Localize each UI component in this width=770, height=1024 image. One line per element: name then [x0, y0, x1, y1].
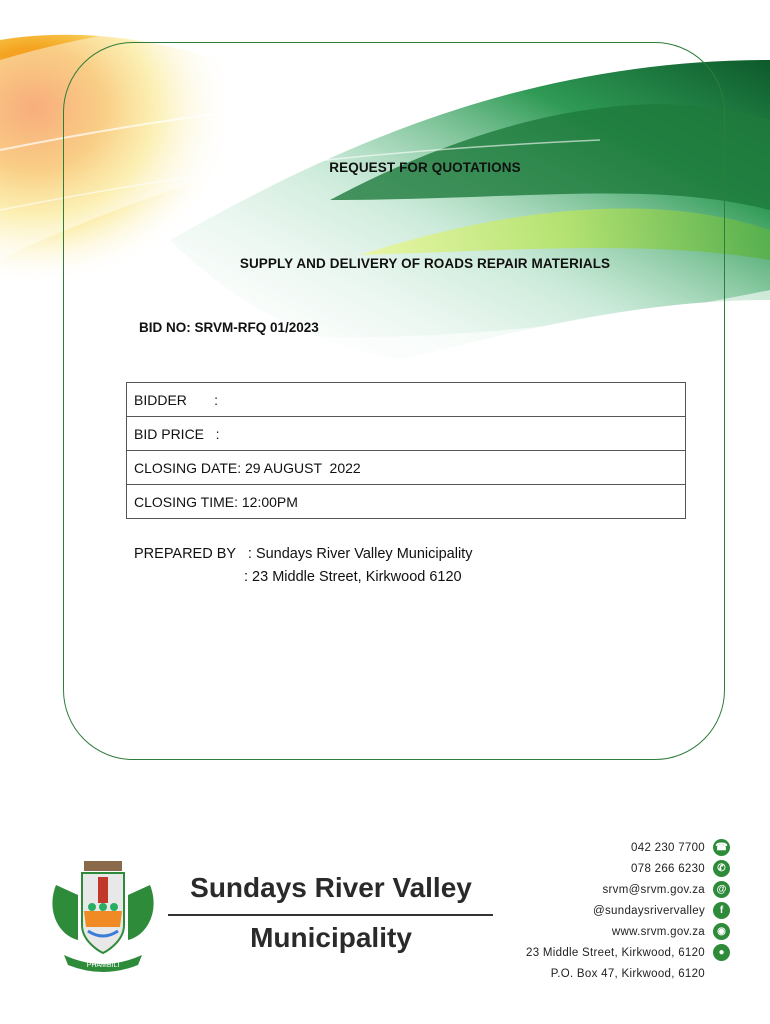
- contact-phone: 042 230 7700: [631, 841, 705, 854]
- org-name-line1: Sundays River Valley: [190, 872, 472, 903]
- contact-address-row: [526, 942, 730, 963]
- contact-pobox: P.O. Box 47, Kirkwood, 6120: [550, 967, 705, 980]
- facebook-icon: f: [713, 902, 730, 919]
- contact-address: 23 Middle Street, Kirkwood, 6120: [526, 946, 705, 959]
- whatsapp-icon: ✆: [713, 860, 730, 877]
- contact-pobox-row: [526, 963, 730, 984]
- table-row: [127, 383, 686, 417]
- bid-info-table: [126, 382, 686, 519]
- contact-website-row: [526, 921, 730, 942]
- logo-motto: PHAMBILI: [86, 962, 120, 969]
- org-name-divider: [168, 914, 493, 916]
- email-icon: @: [713, 881, 730, 898]
- contact-phone-row: [526, 837, 730, 858]
- phone-icon: ☎: [713, 839, 730, 856]
- contact-whatsapp-row: [526, 858, 730, 879]
- document-subject: SUPPLY AND DELIVERY OF ROADS REPAIR MATERIALS: [239, 256, 611, 271]
- municipality-crest-logo: [48, 855, 158, 975]
- contact-whatsapp: 078 266 6230: [631, 862, 705, 875]
- bidder-cell: BIDDER :: [127, 383, 686, 417]
- contact-email-row: [526, 879, 730, 900]
- closing-date-cell: CLOSING DATE: 29 AUGUST 2022: [127, 451, 686, 485]
- contact-website: www.srvm.gov.za: [611, 925, 705, 938]
- globe-icon: ◉: [713, 923, 730, 940]
- bid-price-cell: BID PRICE :: [127, 417, 686, 451]
- org-name-line2: Municipality: [250, 922, 412, 953]
- prepared-by-address: : 23 Middle Street, Kirkwood 6120: [244, 569, 462, 585]
- contact-facebook-row: [526, 900, 730, 921]
- document-title: REQUEST FOR QUOTATIONS: [329, 160, 521, 175]
- prepared-by-line: PREPARED BY : Sundays River Valley Municipality: [134, 546, 473, 562]
- location-pin-icon: ●: [713, 944, 730, 961]
- contact-list: [526, 837, 730, 984]
- prepared-by-block: [134, 543, 472, 589]
- contact-facebook: @sundaysrivervalley: [593, 904, 705, 917]
- table-row: [127, 417, 686, 451]
- bid-number: BID NO: SRVM-RFQ 01/2023: [139, 320, 319, 335]
- table-row: [127, 485, 686, 519]
- contact-email: srvm@srvm.gov.za: [602, 883, 705, 896]
- closing-time-cell: CLOSING TIME: 12:00PM: [127, 485, 686, 519]
- table-row: [127, 451, 686, 485]
